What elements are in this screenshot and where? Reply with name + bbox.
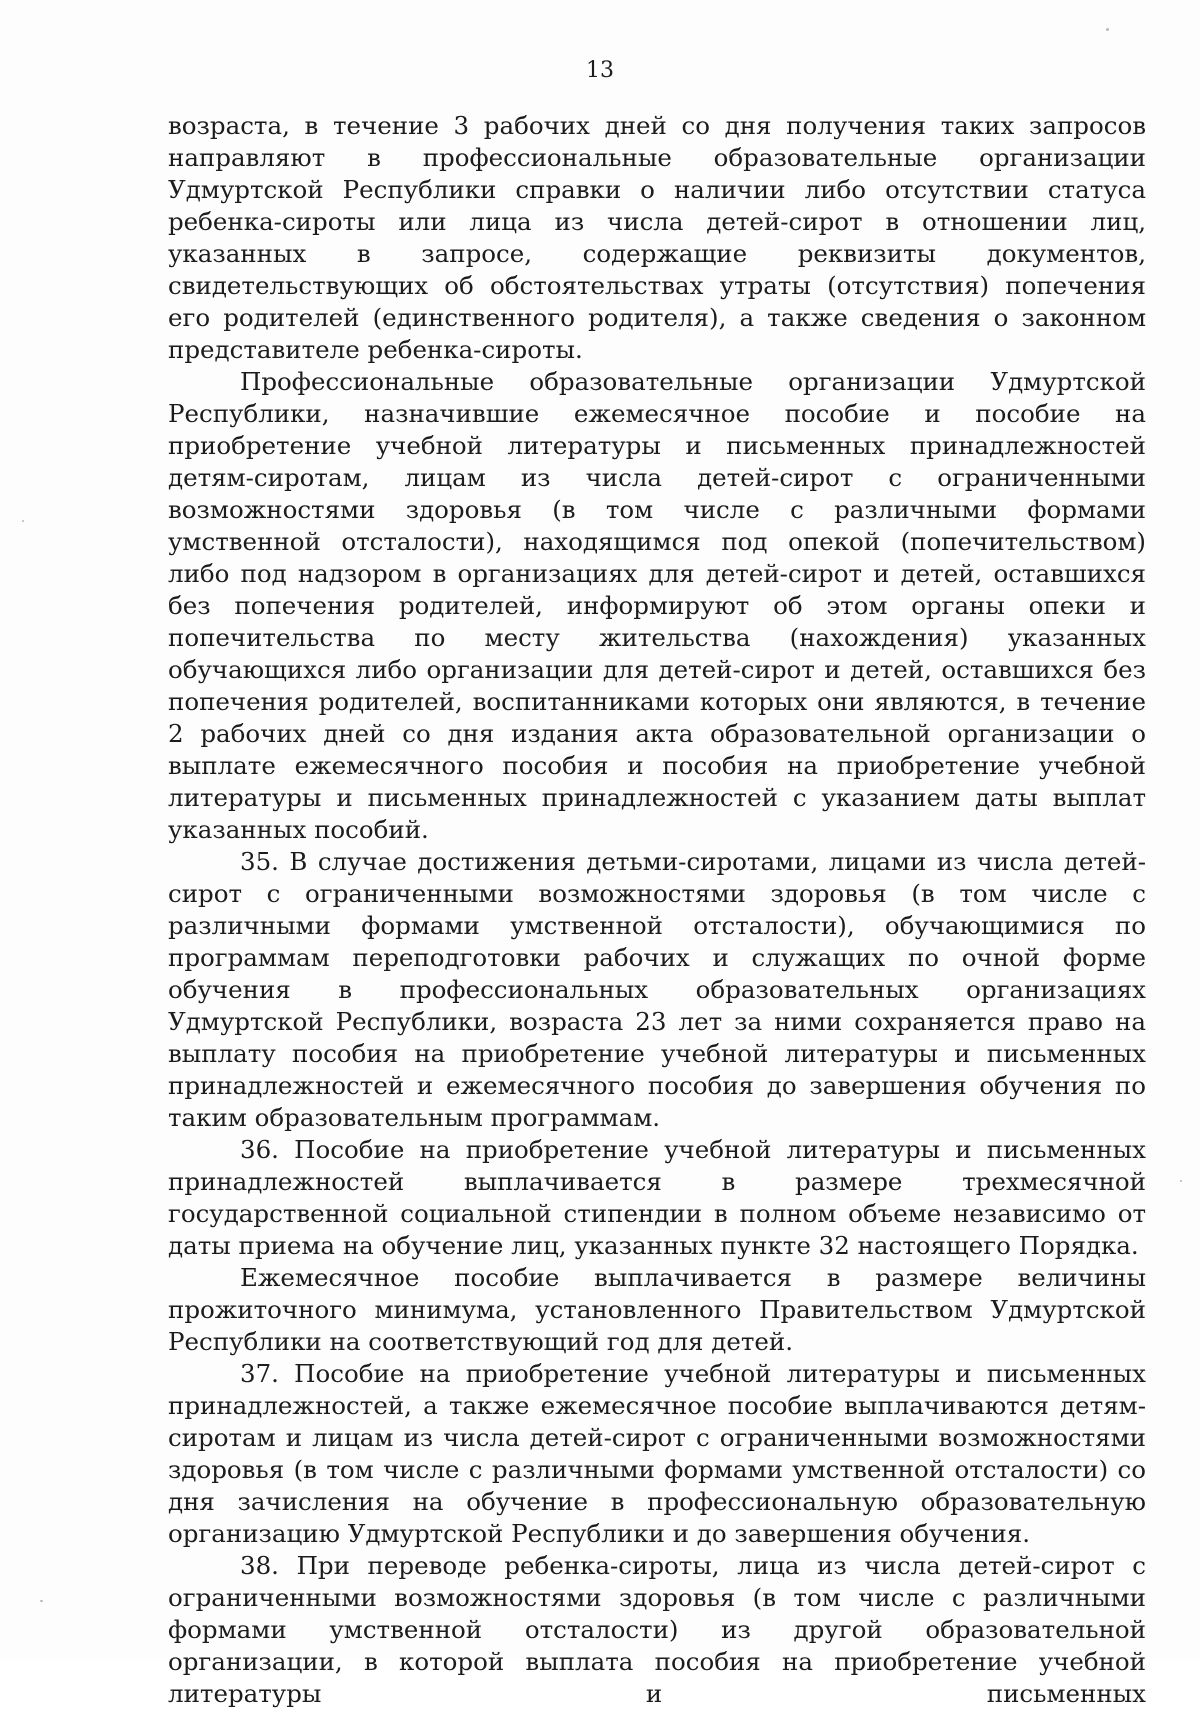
paragraph-36: 36. Пособие на приобретение учебной литературы и письменных принадлежностей выплачивается в размере трехмесячной государственной социальной стипендии в полном объеме независимо от даты приема на обучение лиц, указанных пункте 32 настоящего Порядка. [168, 1135, 1146, 1260]
scan-speck [22, 520, 24, 522]
scan-speck [40, 1600, 43, 1602]
paragraph-38: 38. При переводе ребенка-сироты, лица из числа детей-сирот с ограниченными возможностями здоровья (в том числе с различными формами умственной отсталости) из другой образовательной организации, в которой выплата пособия на приобретение учебной литературы и письменных [168, 1551, 1146, 1708]
paragraph-2: Профессиональные образовательные организации Удмуртской Республики, назначившие ежемесячное пособие и пособие на приобретение учебной литературы и письменных принадлежностей детям-сиротам, лицам из числа детей-сирот с ограниченными возможностями здоровья (в том числе с различными формами умственной отсталости), находящимся под опекой (попечительством) либо под надзором в организациях для детей-сирот и детей, оставшихся без попечения родителей, информируют об этом органы опеки и попечительства по месту жительства (нахождения) указанных обучающихся либо организации для детей-сирот и детей, оставшихся без попечения родителей, воспитанниками которых они являются, в течение 2 рабочих дней со дня издания акта образовательной организации о выплате ежемесячного пособия и пособия на приобретение учебной литературы и письменных принадлежностей с указанием даты выплат указанных пособий. [168, 367, 1146, 844]
paragraph-37: 37. Пособие на приобретение учебной литературы и письменных принадлежностей, а также ежемесячное пособие выплачиваются детям-сиротам и лицам из числа детей-сирот с ограниченными возможностями здоровья (в том числе с различными формами умственной отсталости) со дня зачисления на обучение в профессиональную образовательную организацию Удмуртской Республики и до завершения обучения. [168, 1359, 1146, 1548]
paragraph-35: 35. В случае достижения детьми-сиротами, лицами из числа детей-сирот с ограниченными возможностями здоровья (в том числе с различными формами умственной отсталости), обучающимися по программам переподготовки рабочих и служащих по очной форме обучения в профессиональных образовательных организациях Удмуртской Республики, возраста 23 лет за ними сохраняется право на выплату пособия на приобретение учебной литературы и письменных принадлежностей и ежемесячного пособия до завершения обучения по таким образовательным программам. [168, 847, 1146, 1132]
paragraph-1: возраста, в течение 3 рабочих дней со дня получения таких запросов направляют в профессиональные образовательные организации Удмуртской Республики справки о наличии либо отсутствии статуса ребенка-сироты или лица из числа детей-сирот в отношении лиц, указанных в запросе, содержащие реквизиты документов, свидетельствующих об обстоятельствах утраты (отсутствия) попечения его родителей (единственного родителя), а также сведения о законном представителе ребенка-сироты. [168, 111, 1146, 364]
scan-speck [1180, 1180, 1182, 1182]
scan-speck [1106, 28, 1109, 31]
page-number: 13 [586, 58, 614, 83]
paragraph-36-monthly-allowance: Ежемесячное пособие выплачивается в размере величины прожиточного минимума, установленного Правительством Удмуртской Республики на соответствующий год для детей. [168, 1263, 1146, 1356]
document-body [168, 110, 1146, 1710]
